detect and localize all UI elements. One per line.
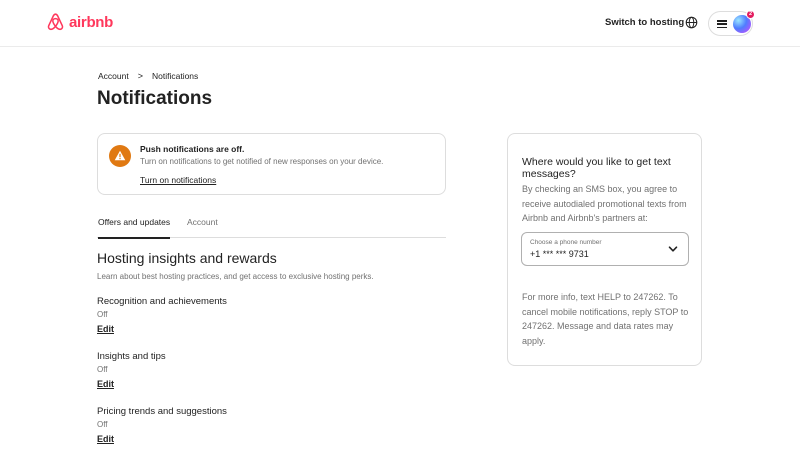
user-menu-button[interactable]	[708, 11, 753, 36]
setting-status: Off	[97, 365, 108, 374]
globe-icon[interactable]	[685, 16, 698, 29]
brand-name: airbnb	[69, 14, 114, 31]
breadcrumb-current: Notifications	[151, 71, 199, 81]
hamburger-menu-icon	[717, 20, 727, 28]
setting-status: Off	[97, 310, 108, 319]
sms-card-title: Where would you like to get text messages?	[522, 156, 671, 180]
phone-number-select[interactable]	[521, 232, 689, 266]
push-card-title: Push notifications are off.	[140, 144, 245, 154]
tab-account[interactable]: Account	[187, 217, 218, 227]
setting-insights-and-tips	[97, 351, 397, 392]
airbnb-logo-icon	[46, 12, 65, 33]
page-title: Notifications	[97, 88, 213, 109]
breadcrumb	[98, 71, 198, 81]
notification-tabs	[97, 213, 446, 238]
notification-badge: 2	[746, 10, 755, 19]
edit-pricing-button[interactable]: Edit	[97, 434, 114, 444]
tab-offers-and-updates[interactable]: Offers and updates	[98, 217, 170, 239]
breadcrumb-chevron-icon: >	[137, 71, 143, 81]
push-card-description: Turn on notifications to get notified of new responses on your device.	[140, 157, 384, 166]
edit-insights-button[interactable]: Edit	[97, 379, 114, 389]
setting-recognition-and-achievements	[97, 296, 397, 337]
setting-label: Recognition and achievements	[97, 296, 227, 307]
chevron-down-icon	[668, 244, 678, 254]
setting-label: Pricing trends and suggestions	[97, 406, 227, 417]
edit-recognition-button[interactable]: Edit	[97, 324, 114, 334]
airbnb-logo[interactable]	[46, 12, 113, 33]
phone-select-label: Choose a phone number	[530, 239, 602, 246]
setting-pricing-trends	[97, 406, 397, 447]
switch-to-hosting-link[interactable]: Switch to hosting	[605, 17, 685, 28]
breadcrumb-account-link[interactable]: Account	[98, 71, 129, 81]
section-description: Learn about best hosting practices, and get access to exclusive hosting perks.	[97, 272, 374, 281]
warning-icon	[109, 145, 131, 167]
setting-status: Off	[97, 420, 108, 429]
sms-info-text: For more info, text HELP to 247262. To cancel mobile notifications, reply STOP to 247262. Message and data rates may apply.	[522, 292, 689, 346]
sms-card-description: By checking an SMS box, you agree to receive autodialed promotional texts from Airbnb and Airbnb's partners at:	[522, 184, 687, 223]
setting-label: Insights and tips	[97, 351, 166, 362]
turn-on-notifications-link[interactable]: Turn on notifications	[140, 175, 217, 185]
phone-select-value: +1 *** *** 9731	[530, 249, 589, 259]
sms-preferences-card	[507, 133, 702, 366]
push-notifications-card	[97, 133, 446, 195]
section-title: Hosting insights and rewards	[97, 250, 277, 266]
top-header	[0, 0, 800, 47]
